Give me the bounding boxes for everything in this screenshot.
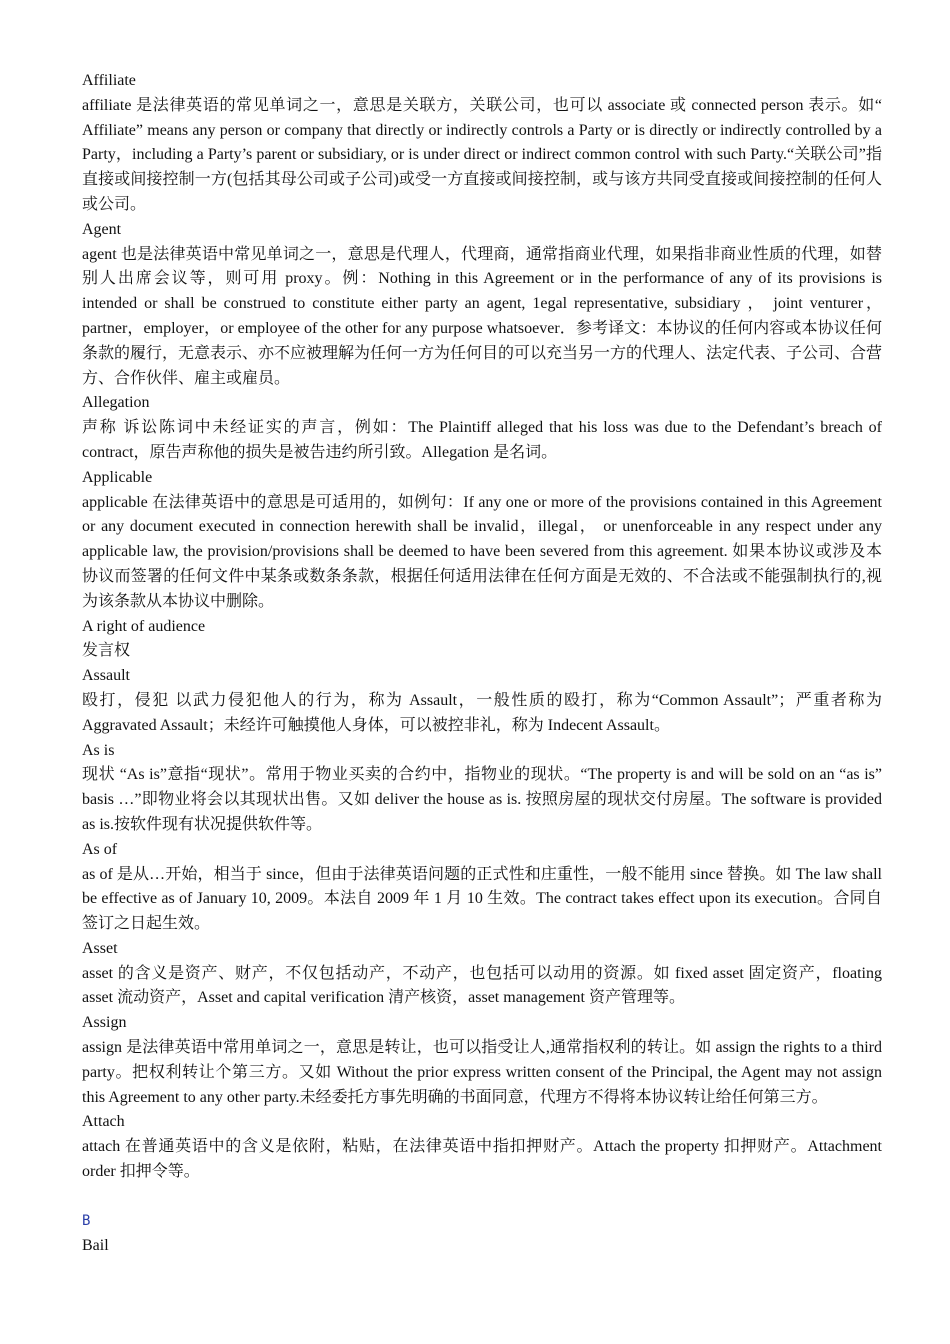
- term-heading: Assign: [82, 1014, 127, 1032]
- term-definition: 殴打，侵犯 以武力侵犯他人的行为，称为 Assault，一般性质的殴打，称为“Common Assault”；严重者称为 Aggravated Assault；未经许可触摸他人身体，可以被控非礼，称为 Indecent Assault。: [82, 691, 882, 734]
- term-definition: affiliate 是法律英语的常见单词之一，意思是关联方，关联公司，也可以 associate 或 connected person 表示。如“ Affiliate” means any person or company that directly or indirectly controls a Party or is directly or indirectly controlled by a Party，including a Party’s parent or subsidiary, or is under direct or indirect common control with such Party.“关联公司”指直接或间接控制一方(包括其母公司或子公司)或受一方直接或间接控制，或与该方共同受直接或间接控制的任何人或公司。: [82, 96, 882, 213]
- term-definition: applicable 在法律英语中的意思是可适用的，如例句：If any one or more of the provisions contained in this Agreement or any document executed in connection herewith shall be invalid，illegal， or unenforceable in any respect under any applicable law, the provision/provisions shall be deemed to have been severed from this agreement. 如果本协议或涉及本协议而签署的任何文件中某条或数条条款，根据任何适用法律在任何方面是无效的、不合法或不能强制执行的,视为该条款从本协议中删除。: [82, 493, 882, 610]
- term-heading: Agent: [82, 220, 122, 238]
- section-spacer: [82, 1185, 882, 1209]
- term-definition: assign 是法律英语中常用单词之一，意思是转让，也可以指受让人,通常指权利的转让。如 assign the rights to a third party。把权利转让个第三方。又如 Without the prior express written consent of the Principal, the Agent may not assign this Agreement to any other party.未经委托方事先明确的书面同意，代理方不得将本协议转让给任何第三方。: [82, 1039, 882, 1106]
- term-definition: as of 是从…开始，相当于 since，但由于法律英语问题的正式性和庄重性，一般不能用 since 替换。如 The law shall be effective as of January 10, 2009。本法自 2009 年 1 月 10 生效。The contract takes effect upon its execution。合同自签订之日起生效。: [82, 865, 882, 933]
- term-definition: agent 也是法律英语中常见单词之一，意思是代理人，代理商，通常指商业代理，如果指非商业性质的代理，如替别人出席会议等，则可用 proxy。例：Nothing in this Agreement or in the performance of any of its provisions is intended or shall be construed to constitute either party an agent, 1egal representative, subsidiary ， joint venturer，partner，employer，or employee of the other for any purpose whatsoever．参考译文：本协议的任何内容或本协议任何条款的履行，无意表示、亦不应被理解为任何一方为任何目的可以充当另一方的代理人、法定代表、子公司、合营方、合作伙伴、雇主或雇员。: [82, 245, 883, 387]
- term-heading: Allegation: [82, 394, 150, 412]
- glossary-content: [82, 69, 882, 1258]
- term-heading: Affiliate: [82, 72, 136, 89]
- term-definition: asset 的含义是资产、财产，不仅包括动产，不动产，也包括可以动用的资源。如 fixed asset 固定资产，floating asset 流动资产，Asset and capital verification 清产核资，asset management 资产管理等。: [82, 964, 882, 1007]
- term-heading: Attach: [82, 1113, 125, 1131]
- term-heading: Assault: [82, 667, 130, 685]
- term-heading: Asset: [82, 939, 118, 957]
- term-heading: Applicable: [82, 468, 153, 486]
- term-heading: As is: [82, 741, 115, 759]
- term-heading: A right of audience: [82, 617, 206, 635]
- term-heading: Bail: [82, 1236, 109, 1254]
- term-definition: 发言权: [82, 642, 131, 660]
- term-definition: 现状 “As is”意指“现状”。常用于物业买卖的合约中，指物业的现状。“The property is and will be sold on an “as is” basis …”即物业将会以其现状出售。又如 deliver the house as is. 按照房屋的现状交付房屋。The software is provided as is.按软件现有状况提供软件等。: [82, 766, 882, 833]
- term-definition: 声称 诉讼陈词中未经证实的声言，例如：The Plaintiff alleged that his loss was due to the Defendant’s breach of contract，原告声称他的损失是被告违约所引致。Allegation 是名词。: [82, 419, 882, 461]
- section-letter-heading: B: [82, 1212, 91, 1229]
- term-heading: As of: [82, 840, 118, 858]
- term-definition: attach 在普通英语中的含义是依附，粘贴，在法律英语中指扣押财产。Attach the property 扣押财产。Attachment order 扣押令等。: [82, 1138, 882, 1181]
